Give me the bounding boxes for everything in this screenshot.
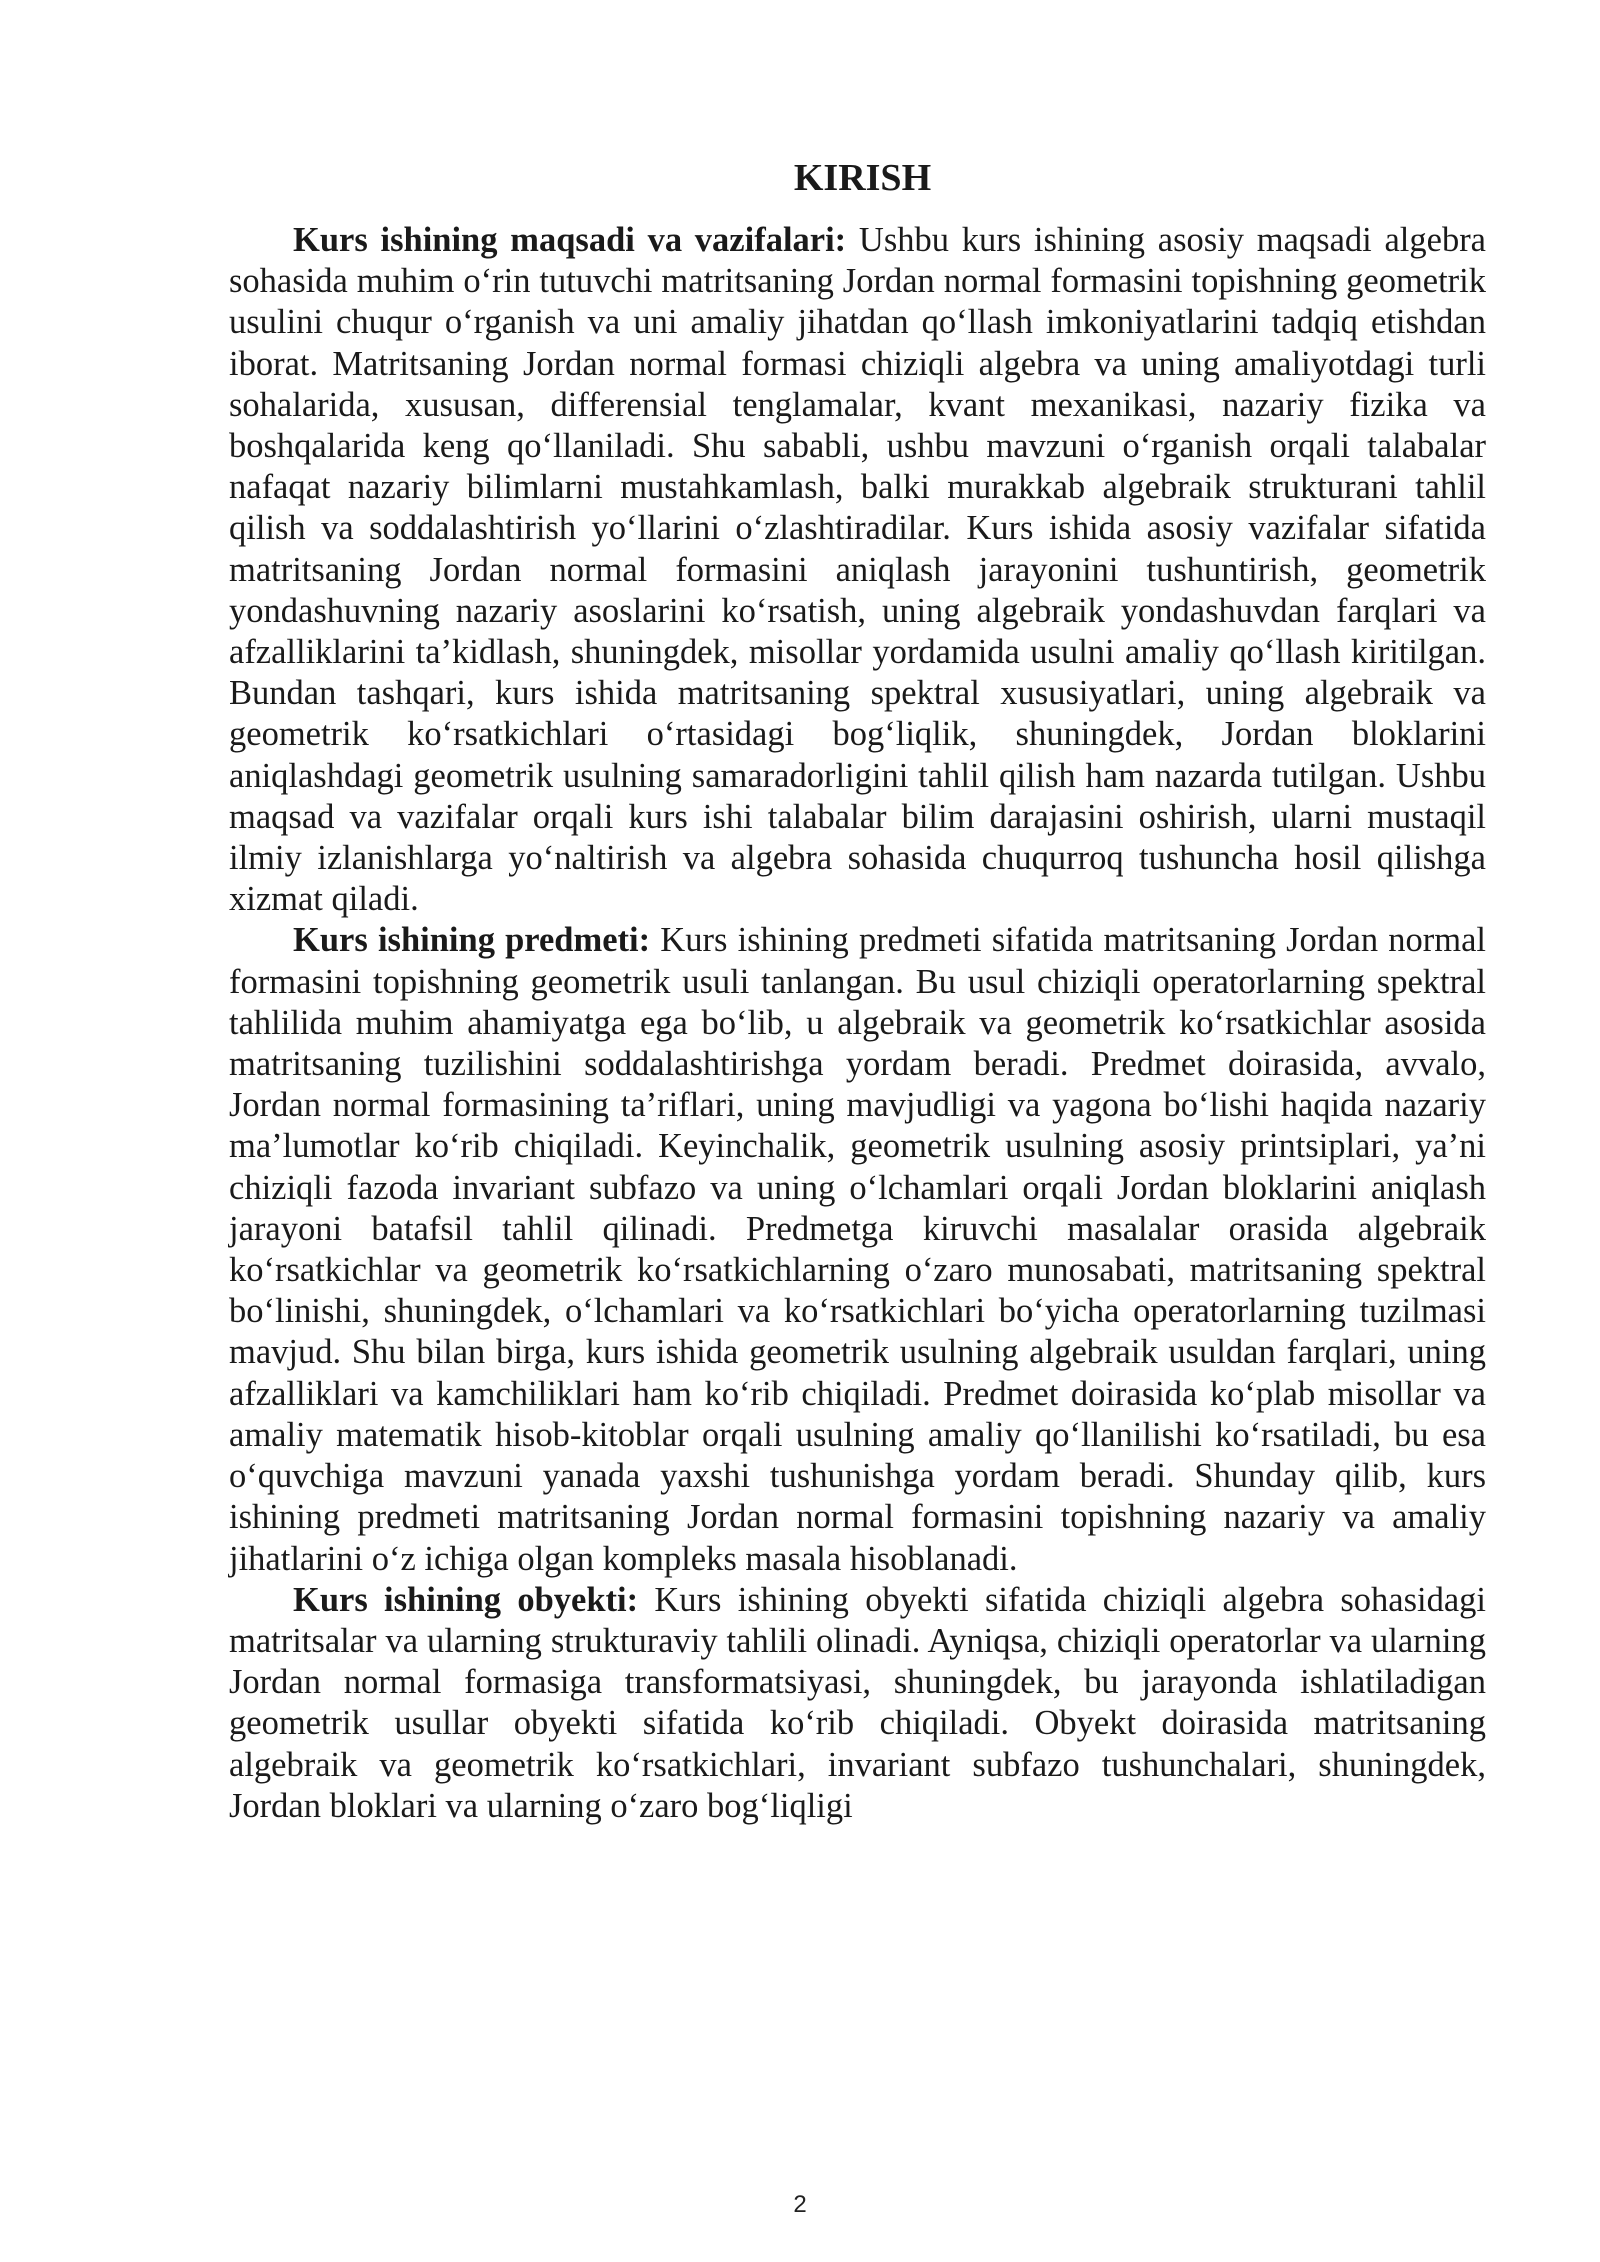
paragraph-lead: Kurs ishining predmeti: [293,921,651,960]
section-title: KIRISH [793,157,932,199]
paragraph-obyekti [229,1580,1486,1827]
page-number: 2 [793,2191,807,2218]
paragraph-lead: Kurs ishining obyekti: [293,1580,639,1619]
paragraph-lead: Kurs ishining maqsadi va vazifalari: [293,221,847,259]
paragraph-predmeti [229,920,1486,1579]
paragraph-text: Kurs ishining predmeti sifatida matritsaning Jordan normal formasini topishning geometrik usuli tanlangan. Bu usul chiziqli operatorlarning spektral tahlilida muhim ahamiyatga ega bo‘lib, u algebraik va geometrik ko‘rsatkichlar asosida matritsaning tuzilishini soddalashtirishga yordam beradi. Predmet doirasida, avvalo, Jordan normal formasining ta’riflari, uning mavjudligi va yagona bo‘lishi haqida nazariy ma’lumotlar ko‘rib chiqiladi. Keyinchalik, geometrik usulning asosiy printsiplari, ya’ni chiziqli fazoda invariant subfazo va uning o‘lchamlari orqali Jordan bloklarini aniqlash jarayoni batafsil tahlil qilinadi. Predmetga kiruvchi masalalar orasida algebraik ko‘rsatkichlar va geometrik ko‘rsatkichlarning o‘zaro munosabati, matritsaning spektral bo‘linishi, shuningdek, o‘lchamlari va ko‘rsatkichlari bo‘yicha operatorlarning tuzilmasi mavjud. Shu bilan birga, kurs ishida geometrik usulning algebraik usuldan farqlari, uning afzalliklari va kamchiliklari ham ko‘rib chiqiladi. Predmet doirasida ko‘plab misollar va amaliy matematik hisob-kitoblar orqali usulning amaliy qo‘llanilishi ko‘rsatiladi, bu esa o‘quvchiga mavzuni yanada yaxshi tushunishga yordam beradi. Shunday qilib, kurs ishining predmeti matritsaning Jordan normal formasini topishning nazariy va amaliy jihatlarini o‘z ichiga olgan kompleks masala hisoblanadi. [229,921,1487,1578]
paragraph-maqsadi [229,220,1486,920]
paragraph-text: Kurs ishining obyekti sifatida chiziqli algebra sohasidagi matritsalar va ularning strukturaviy tahlili olinadi. Ayniqsa, chiziqli operatorlar va ularning Jordan normal formasiga transformatsiyasi, shuningdek, bu jarayonda ishlatiladigan geometrik usullar obyekti sifatida ko‘rib chiqiladi. Obyekt doirasida matritsaning algebraik va geometrik ko‘rsatkichlari, invariant subfazo tushunchalari, shuningdek, Jordan bloklari va ularning o‘zaro bog‘liqligi [229,1580,1486,1825]
document-page [229,148,1486,1827]
paragraph-text: Ushbu kurs ishining asosiy maqsadi algebra sohasida muhim o‘rin tutuvchi matritsaning Jordan normal formasini topishning geometrik usulini chuqur o‘rganish va uni amaliy jihatdan qo‘llash imkoniyatlarini tadqiq etishdan iborat. Matritsaning Jordan normal formasi chiziqli algebra va uning amaliyotdagi turli sohalarida, xususan, differensial tenglamalar, kvant mexanikasi, nazariy fizika va boshqalarida keng qo‘llaniladi. Shu sababli, ushbu mavzuni o‘rganish orqali talabalar nafaqat nazariy bilimlarni mustahkamlash, balki murakkab algebraik strukturani tahlil qilish va soddalashtirish yo‘llarini o‘zlashtiradilar. Kurs ishida asosiy vazifalar sifatida matritsaning Jordan normal formasini aniqlash jarayonini tushuntirish, geometrik yondashuvning nazariy asoslarini ko‘rsatish, uning algebraik yondashuvdan farqlari va afzalliklarini ta’kidlash, shuningdek, misollar yordamida usulni amaliy qo‘llash kiritilgan. Bundan tashqari, kurs ishida matritsaning spektral xususiyatlari, uning algebraik va geometrik ko‘rsatkichlari o‘rtasidagi bog‘liqlik, shuningdek, Jordan bloklarini aniqlashdagi geometrik usulning samaradorligini tahlil qilish ham nazarda tutilgan. Ushbu maqsad va vazifalar orqali kurs ishi talabalar bilim darajasini oshirish, ularni mustaqil ilmiy izlanishlarga yo‘naltirish va algebra sohasida chuqurroq tushuncha hosil qilishga xizmat qiladi. [229,221,1486,919]
